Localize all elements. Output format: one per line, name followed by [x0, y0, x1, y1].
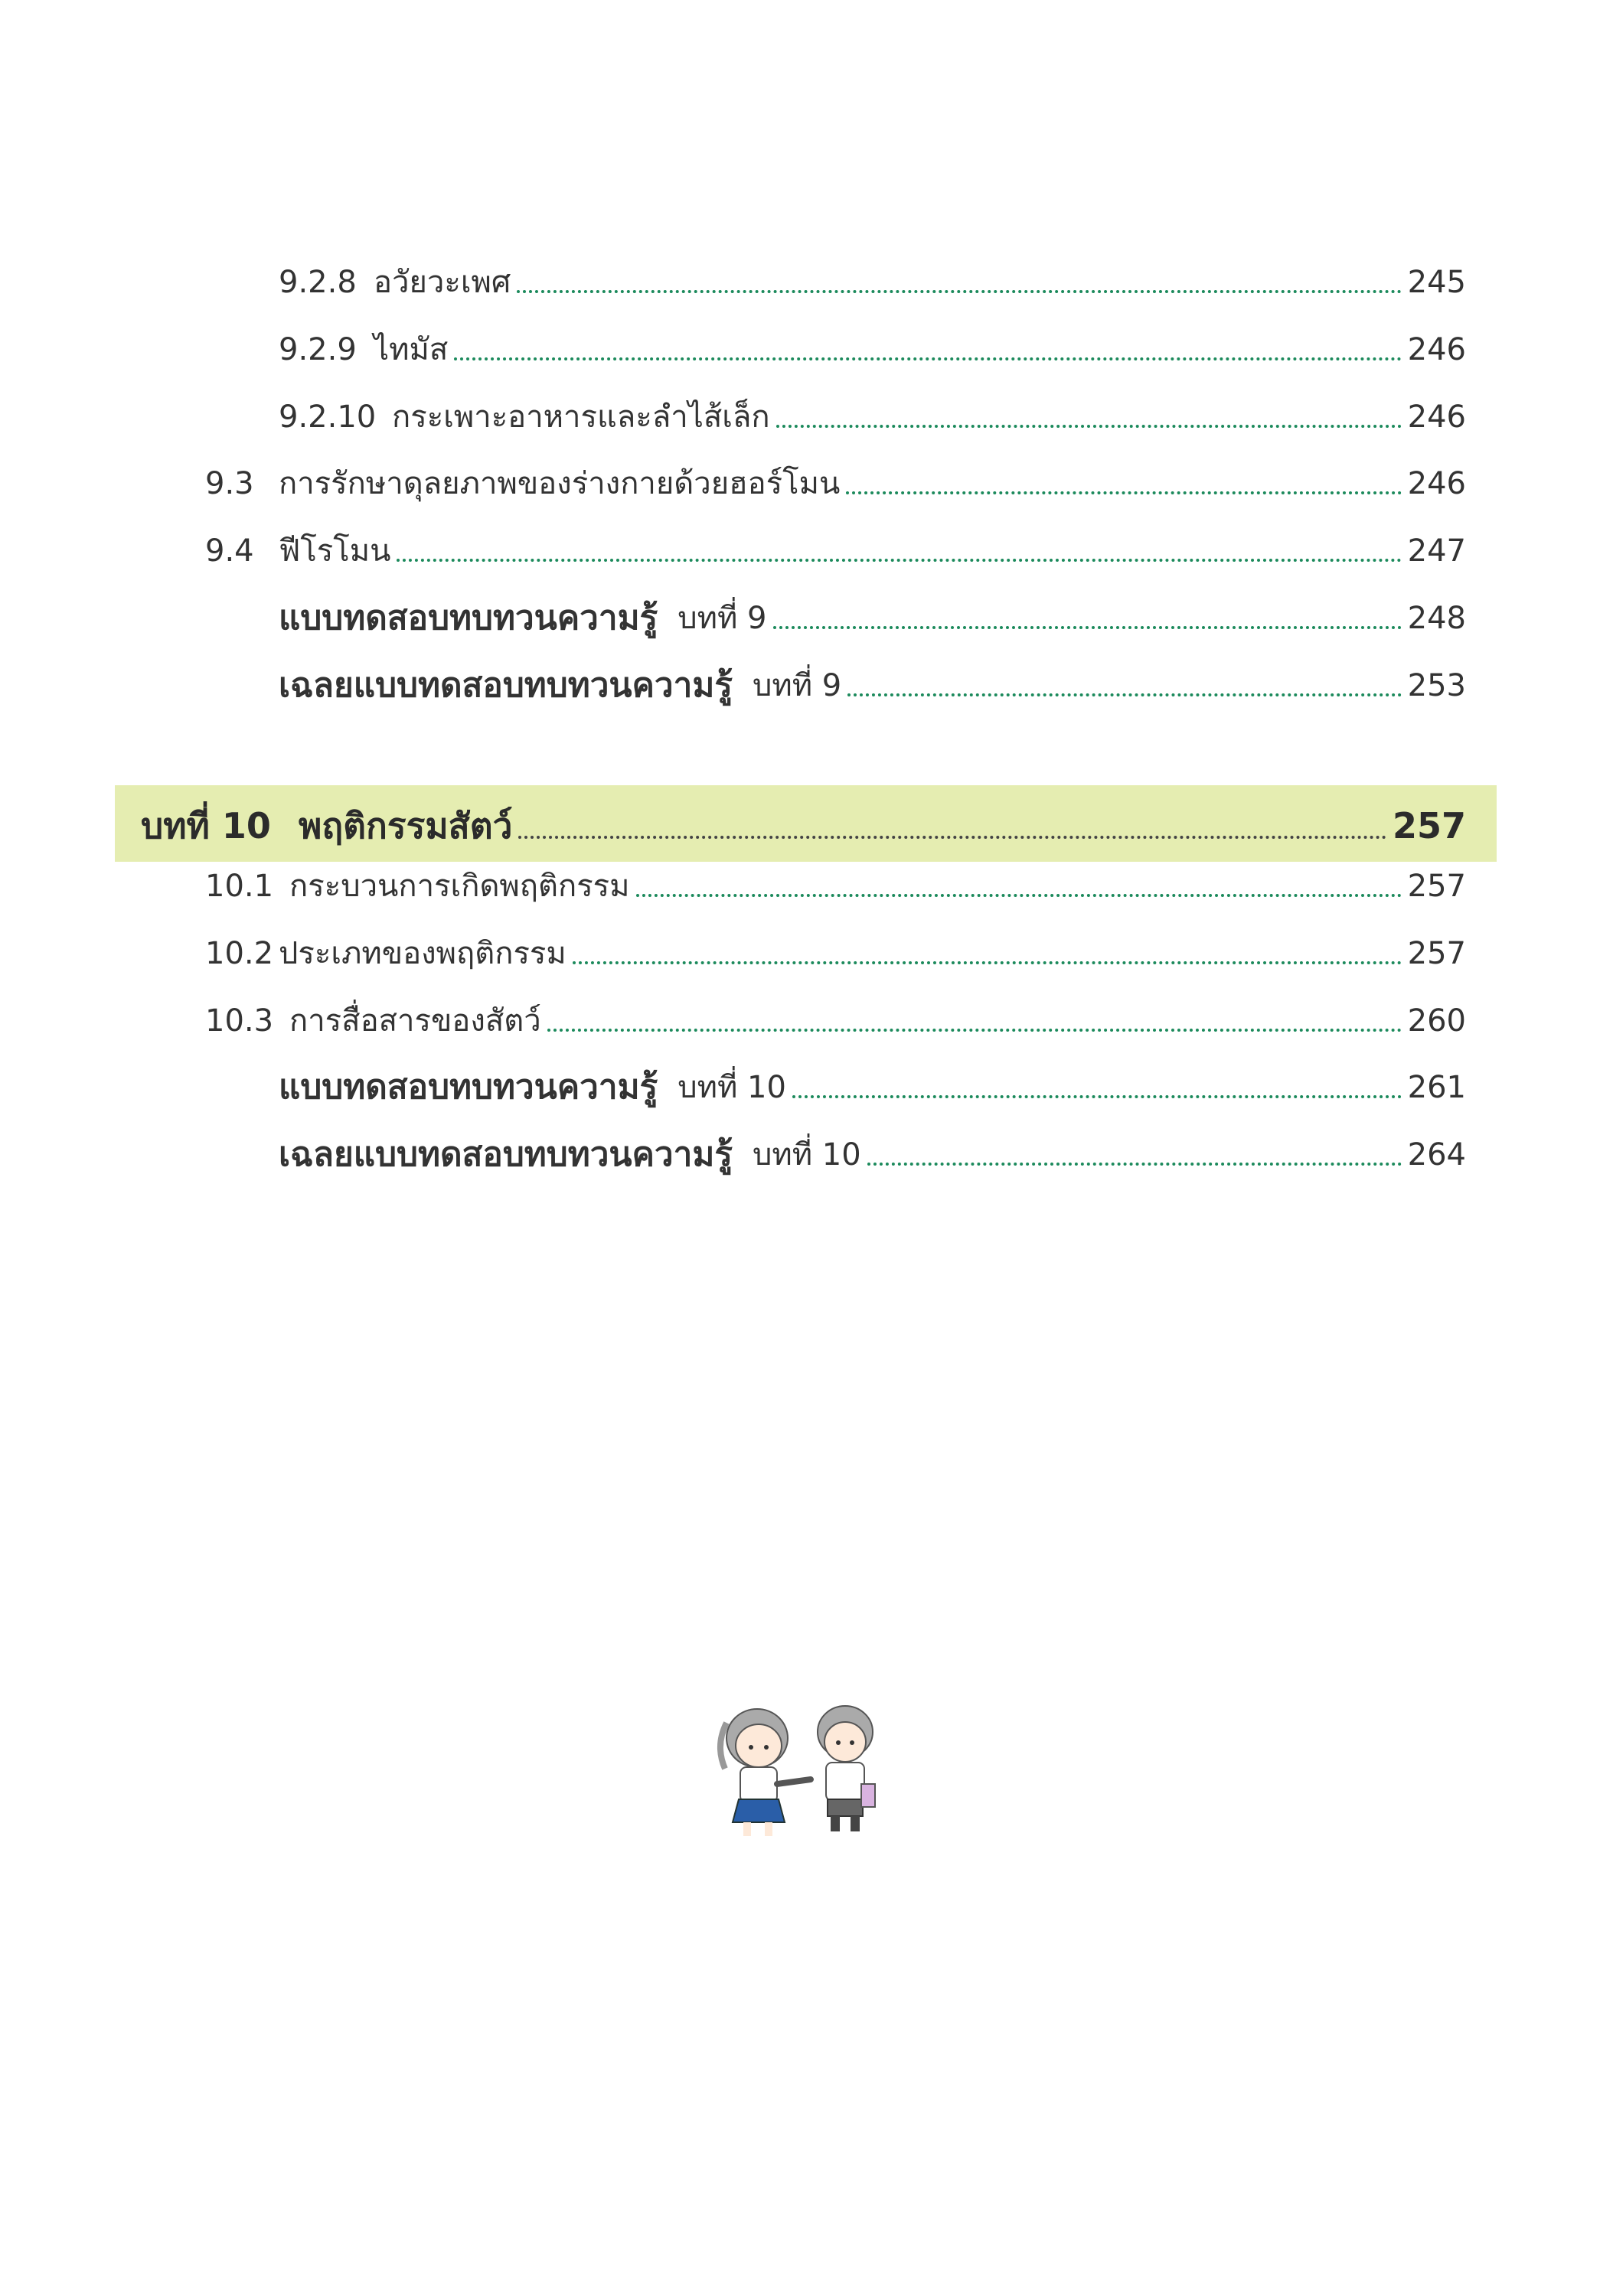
entry-chapter-ref: บทที่ 10: [678, 1070, 786, 1105]
entry-number: 10.1: [205, 869, 274, 904]
dot-leader: [867, 1163, 1402, 1166]
entry-title: การสื่อสารของสัตว์: [289, 1003, 541, 1039]
students-illustration: [711, 1700, 895, 1841]
entry-title: เฉลยแบบทดสอบทบทวนความรู้: [279, 1135, 733, 1174]
entry-title: ฟีโรโมน: [279, 533, 391, 569]
chapter-label: บทที่ 10: [141, 805, 271, 846]
toc-entry[interactable]: [0, 928, 1466, 974]
dot-leader: [547, 1029, 1402, 1032]
entry-chapter-ref: บทที่ 9: [752, 668, 842, 703]
entry-page: 246: [1407, 466, 1466, 501]
entry-title: กระเพาะอาหารและลำไส้เล็ก: [392, 400, 770, 435]
toc-entry[interactable]: [0, 860, 1466, 906]
toc-entry-review-answers[interactable]: [0, 1129, 1466, 1175]
entry-title: การรักษาดุลยภาพของร่างกายด้วยฮอร์โมน: [279, 466, 841, 501]
entry-chapter-ref: บทที่ 10: [752, 1137, 861, 1172]
chapter-page: 257: [1392, 805, 1466, 846]
entry-number: 10.2: [205, 936, 274, 971]
dot-leader: [846, 491, 1401, 494]
dot-leader: [518, 836, 1386, 839]
entry-page: 247: [1407, 533, 1466, 569]
dot-leader: [636, 894, 1402, 897]
entry-page: 246: [1407, 400, 1466, 435]
chapter-title: พฤติกรรมสัตว์: [299, 805, 513, 846]
dot-leader: [792, 1095, 1402, 1098]
toc-entry[interactable]: [0, 525, 1466, 571]
toc-entry[interactable]: [0, 324, 1466, 370]
entry-page: 245: [1407, 265, 1466, 300]
entry-chapter-ref: บทที่ 9: [678, 601, 767, 636]
toc-entry[interactable]: [0, 256, 1466, 302]
entry-title: กระบวนการเกิดพฤติกรรม: [289, 869, 630, 904]
entry-title: แบบทดสอบทบทวนความรู้: [279, 598, 658, 638]
dot-leader: [454, 357, 1401, 360]
entry-page: 260: [1407, 1003, 1466, 1039]
toc-entry-review-answers[interactable]: [0, 660, 1466, 706]
entry-title: แบบทดสอบทบทวนความรู้: [279, 1068, 658, 1107]
dot-leader: [397, 559, 1401, 562]
entry-page: 261: [1407, 1070, 1466, 1105]
entry-title: ประเภทของพฤติกรรม: [279, 936, 567, 971]
entry-title: อวัยวะเพศ: [374, 265, 511, 300]
dot-leader: [847, 693, 1401, 696]
entry-number: 10.3: [205, 1003, 274, 1039]
entry-page: 257: [1407, 936, 1466, 971]
entry-page: 253: [1407, 668, 1466, 703]
entry-number: 9.3: [205, 466, 254, 501]
entry-page: 264: [1407, 1137, 1466, 1172]
entry-number: 9.2.10: [279, 400, 377, 435]
boy-figure: [818, 1706, 875, 1831]
entry-number: 9.4: [205, 533, 254, 569]
girl-figure: [720, 1709, 811, 1836]
entry-title: ไทมัส: [374, 332, 449, 367]
entry-page: 257: [1407, 869, 1466, 904]
toc-entry-review-test[interactable]: [0, 1062, 1466, 1107]
toc-entry[interactable]: [0, 995, 1466, 1041]
toc-entry[interactable]: [0, 458, 1466, 504]
entry-page: 248: [1407, 601, 1466, 636]
entry-number: 9.2.8: [279, 265, 357, 300]
entry-title: เฉลยแบบทดสอบทบทวนความรู้: [279, 666, 733, 705]
entry-number: 9.2.9: [279, 332, 357, 367]
chapter-heading[interactable]: [141, 796, 1466, 850]
dot-leader: [517, 290, 1401, 293]
toc-entry-review-test[interactable]: [0, 592, 1466, 638]
entry-page: 246: [1407, 332, 1466, 367]
dot-leader: [776, 425, 1402, 428]
dot-leader: [573, 961, 1402, 964]
dot-leader: [773, 626, 1402, 629]
toc-entry[interactable]: [0, 391, 1466, 437]
